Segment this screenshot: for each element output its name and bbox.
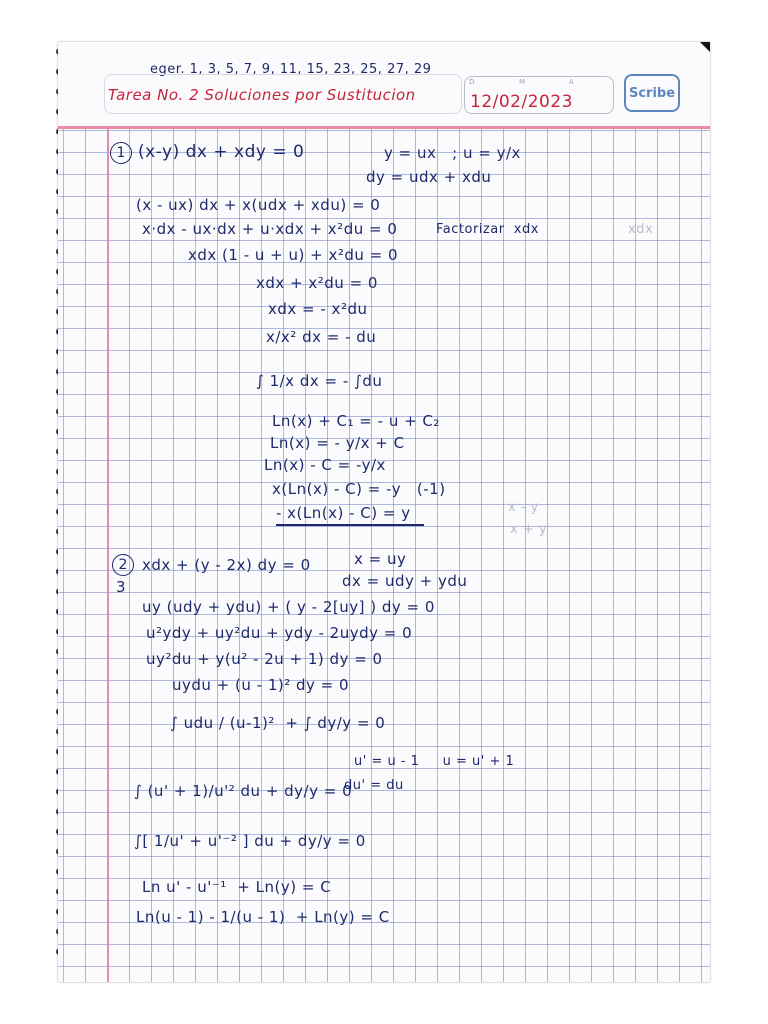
p1-step: ∫ 1/x dx = - ∫du [256, 372, 383, 390]
problem-2-number: 2 [112, 554, 134, 576]
p1-step: Ln(x) + C₁ = - u + C₂ [272, 412, 440, 430]
page-title: Tarea No. 2 Soluciones por Sustitucion [108, 86, 416, 104]
bleed-through-text: x - y [508, 500, 539, 515]
p1-step: xdx = - x²du [268, 300, 368, 318]
notebook-page [58, 42, 710, 982]
p1-step: xdx (1 - u + u) + x²du = 0 [188, 246, 399, 264]
bleed-through-text: x + y [510, 522, 548, 537]
scribe-logo: Scribe [624, 74, 680, 112]
p1-step: Ln(x) - C = -y/x [264, 456, 386, 474]
p1-step: Ln(x) = - y/x + C [270, 434, 405, 452]
p1-step: xdx + x²du = 0 [256, 274, 378, 292]
p2-step: uy (udy + ydu) + ( y - 2[uy] ) dy = 0 [142, 598, 435, 616]
p1-step: x/x² dx = - du [266, 328, 377, 346]
p1-equation: (x-y) dx + xdy = 0 [138, 142, 305, 162]
page-corner [700, 42, 710, 52]
problem-1-number: 1 [110, 142, 132, 164]
p1-note: Factorizar xdx [436, 222, 539, 237]
p2-substitution-2: u' = u - 1 u = u' + 1 [354, 754, 515, 769]
left-margin-line [107, 128, 109, 982]
p2-step: uydu + (u - 1)² dy = 0 [172, 676, 350, 694]
p1-step: (x - ux) dx + x(udx + xdu) = 0 [136, 196, 381, 214]
date-marker-month: M [519, 78, 526, 86]
page-date: 12/02/2023 [470, 92, 573, 112]
p2-step: Ln u' - u'⁻¹ + Ln(y) = C [142, 878, 332, 896]
p1-step: x·dx - ux·dx + u·xdx + x²du = 0 [142, 220, 398, 238]
p2-step: uy²du + y(u² - 2u + 1) dy = 0 [146, 650, 383, 668]
p2-step: u²ydy + uy²du + ydy - 2uydy = 0 [146, 624, 413, 642]
date-marker-year: A [569, 78, 574, 86]
p2-step: ∫ (u' + 1)/u'² du + dy/y = 0 [134, 782, 353, 800]
bleed-through-text: xdx [628, 222, 654, 237]
p2-differential: dx = udy + ydu [342, 572, 468, 590]
p2-step: ∫[ 1/u' + u'⁻² ] du + dy/y = 0 [134, 832, 366, 850]
p2-differential-2: du' = du [344, 778, 404, 793]
p2-equation: xdx + (y - 2x) dy = 0 [142, 556, 311, 574]
p1-substitution: y = ux ; u = y/x [384, 144, 521, 162]
top-margin-line [58, 126, 710, 129]
problem-2-side-number: 3 [116, 578, 127, 596]
date-marker-day: D [469, 78, 475, 86]
p2-result: Ln(u - 1) - 1/(u - 1) + Ln(y) = C [136, 908, 390, 926]
p1-result: - x(Ln(x) - C) = y [276, 504, 411, 522]
p1-result-underline [276, 524, 424, 526]
p2-step: ∫ udu / (u-1)² + ∫ dy/y = 0 [170, 714, 386, 732]
p1-step: x(Ln(x) - C) = -y (-1) [272, 480, 446, 498]
p2-substitution: x = uy [354, 550, 407, 568]
exercise-list: eger. 1, 3, 5, 7, 9, 11, 15, 23, 25, 27, 29 [150, 62, 432, 77]
p1-differential: dy = udx + xdu [366, 168, 492, 186]
